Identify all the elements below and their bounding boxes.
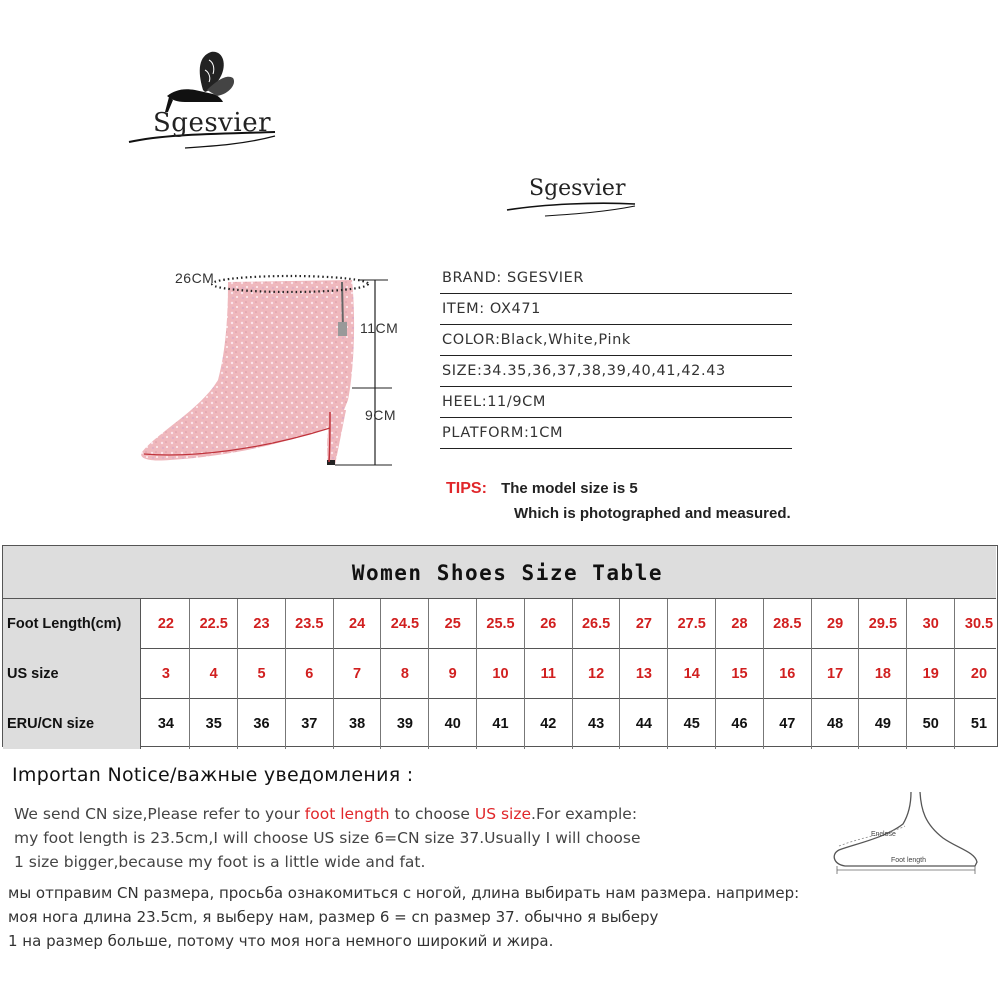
row-header: Foot Length(cm) xyxy=(3,599,141,649)
table-cell: 22.5 xyxy=(190,599,238,649)
table-cell: 11 xyxy=(525,649,573,699)
table-cell: 10 xyxy=(477,649,525,699)
table-cell: 49 xyxy=(860,699,908,749)
table-cell: 9 xyxy=(429,649,477,699)
table-cell: 19 xyxy=(907,649,955,699)
notice-en-line-1 xyxy=(14,805,637,823)
table-cell: 30 xyxy=(907,599,955,649)
table-cell: 26.5 xyxy=(573,599,621,649)
tips-text-1: The model size is 5 xyxy=(501,480,638,497)
notice-en-text: We send CN size,Please refer to your xyxy=(14,805,305,823)
table-cell: 29 xyxy=(812,599,860,649)
foot-outline-icon xyxy=(825,790,990,875)
table-cell: 5 xyxy=(238,649,286,699)
table-cell: 15 xyxy=(716,649,764,699)
spec-brand: BRAND: SGESVIER xyxy=(440,266,792,294)
notice-en-text: .For example: xyxy=(531,805,638,823)
table-cell: 4 xyxy=(190,649,238,699)
table-row xyxy=(3,649,996,699)
table-cell: 38 xyxy=(334,699,382,749)
table-cell: 8 xyxy=(382,649,430,699)
table-cell: 27.5 xyxy=(668,599,716,649)
notice-en-line-2: my foot length is 23.5cm,I will choose US size 6=CN size 37.Usually I will choose xyxy=(14,829,641,847)
notice-en-text: to choose xyxy=(389,805,475,823)
size-table xyxy=(2,545,998,747)
table-cell: 22 xyxy=(143,599,191,649)
table-cell: 12 xyxy=(573,649,621,699)
tips-text-2: Which is photographed and measured. xyxy=(514,505,791,522)
notice-highlight-us-size: US size xyxy=(474,805,532,823)
heel-height-label: 9CM xyxy=(365,407,397,423)
table-cell: 3 xyxy=(143,649,191,699)
table-cell: 6 xyxy=(286,649,334,699)
table-cell: 16 xyxy=(764,649,812,699)
table-cell: 34 xyxy=(143,699,191,749)
table-cell: 14 xyxy=(668,649,716,699)
notice-title: Importan Notice/важные уведомления : xyxy=(12,764,414,786)
table-cell: 25.5 xyxy=(477,599,525,649)
table-row xyxy=(3,599,996,649)
table-cell: 13 xyxy=(621,649,669,699)
boot-illustration xyxy=(130,260,430,480)
notice-ru-line-3: 1 на размер больше, потому что моя нога немного широкий и жира. xyxy=(8,932,554,950)
row-header: ERU/CN size xyxy=(3,699,141,749)
table-cell: 17 xyxy=(812,649,860,699)
table-cell: 23 xyxy=(238,599,286,649)
brand-logo-small xyxy=(505,170,645,220)
tips-line-1 xyxy=(446,480,638,498)
tips-label: TIPS: xyxy=(446,480,487,497)
table-cell: 44 xyxy=(621,699,669,749)
table-cell: 27 xyxy=(621,599,669,649)
spec-platform: PLATFORM:1CM xyxy=(440,421,792,449)
table-cell: 46 xyxy=(716,699,764,749)
foot-measure-diagram xyxy=(825,790,990,875)
size-table-header xyxy=(3,546,996,599)
table-cell: 51 xyxy=(970,716,988,732)
circumference-label: 26CM xyxy=(175,270,215,286)
table-cell: 47 xyxy=(764,699,812,749)
table-cell: 43 xyxy=(573,699,621,749)
table-cell: 37 xyxy=(286,699,334,749)
notice-highlight-foot-length: foot length xyxy=(304,805,390,823)
table-cell: 41 xyxy=(477,699,525,749)
butterfly-heel-icon xyxy=(125,50,285,160)
table-cell: 39 xyxy=(382,699,430,749)
table-cell: 36 xyxy=(238,699,286,749)
spec-heel: HEEL:11/9CM xyxy=(440,390,792,418)
table-cell: 20 xyxy=(970,666,988,682)
table-cell: 28.5 xyxy=(764,599,812,649)
table-cell: 45 xyxy=(668,699,716,749)
table-row xyxy=(3,699,996,749)
size-table-title: Women Shoes Size Table xyxy=(351,561,663,585)
brand-logo xyxy=(125,50,285,160)
table-cell: 40 xyxy=(429,699,477,749)
table-cell: 42 xyxy=(525,699,573,749)
table-cell: 24 xyxy=(334,599,382,649)
foot-enclose-label: Enclose xyxy=(871,831,896,838)
table-cell: 30.5 xyxy=(964,616,994,632)
table-cell: 23.5 xyxy=(286,599,334,649)
foot-length-label: Foot length xyxy=(891,857,927,864)
table-cell: 29.5 xyxy=(860,599,908,649)
spec-color: COLOR:Black,White,Pink xyxy=(440,328,792,356)
notice-ru-line-2: моя нога длина 23.5cm, я выберу нам, размер 6 = cn размер 37. обычно я выберу xyxy=(8,908,659,926)
table-cell: 50 xyxy=(907,699,955,749)
row-header: US size xyxy=(3,649,141,699)
table-cell: 26 xyxy=(525,599,573,649)
table-cell: 48 xyxy=(812,699,860,749)
table-cell: 35 xyxy=(190,699,238,749)
brand-logo-small-text: Sgesvier xyxy=(529,176,626,201)
spec-size: SIZE:34.35,36,37,38,39,40,41,42.43 xyxy=(440,359,792,387)
notice-en-line-3: 1 size bigger,because my foot is a little wide and fat. xyxy=(14,853,426,871)
spec-item: ITEM: OX471 xyxy=(440,297,792,325)
table-cell: 18 xyxy=(860,649,908,699)
table-cell: 25 xyxy=(429,599,477,649)
table-cell: 24.5 xyxy=(382,599,430,649)
table-cell: 28 xyxy=(716,599,764,649)
table-cell: 7 xyxy=(334,649,382,699)
brand-logo-text: Sgesvier xyxy=(153,108,272,138)
shaft-height-label: 11CM xyxy=(360,320,399,336)
ankle-boot-icon xyxy=(130,260,430,480)
notice-ru-line-1: мы отправим CN размера, просьба ознакомиться с ногой, длина выбирать нам размера. например: xyxy=(8,884,800,902)
